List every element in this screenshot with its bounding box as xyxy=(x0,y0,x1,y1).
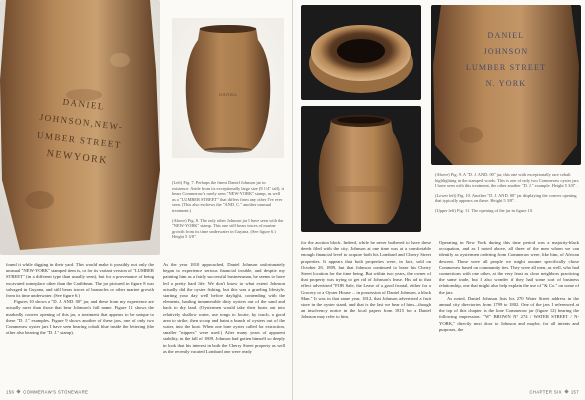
jar-photo-fig10 xyxy=(301,106,421,232)
left-page-number: 156 xyxy=(6,389,15,395)
caption-fig7 xyxy=(172,180,284,244)
stamp-line: JOHNSON,NEW- xyxy=(39,111,125,133)
caption-fig10-text: (Lower left) Fig. 10. Another "D. J. AND. 00" jar displaying the convex opening that typically appears on these. Height 5 3/8". xyxy=(435,192,577,204)
jar-stamp-fig9 xyxy=(443,28,569,92)
left-page xyxy=(0,0,292,400)
caption-fig7-text: (Left) Fig. 7. Perhaps the finest Daniel Johnson jar in existence. Aside from its exceptionally large size (8 1/4" tall), it bears Commeraw's rarely seen "NEW-YORK" stamp, as well as a "LUMBER STREET" that differs from any other I've ever seen. (This also eschews the "AND. C." another unusual treatment.) xyxy=(172,180,284,213)
left-body-col1 xyxy=(6,262,154,336)
caption-fig9-text: (Above) Fig. 9. A "D. J. AND. 00" jar, this one with exceptionally rare cobalt highlighting in the stamped words. This is one of only two Commeraw oyster jars I have seen with this treatment, the other another "D. J." example. Height 5 3/8". xyxy=(435,172,579,189)
left-footer xyxy=(6,389,88,394)
stamp-line: LUMBER STREET xyxy=(465,63,547,72)
diamond-icon xyxy=(564,390,568,394)
caption-fig11-text: (Upper left) Fig. 11. The opening of the jar in figure 10. xyxy=(435,207,534,213)
right-footer xyxy=(529,389,579,394)
right-page-number: 157 xyxy=(570,389,579,395)
paragraph: for the auction block. Indeed, while he never bothered to have these deeds filed with the city, Johnson at one time was at a comfortable enough financial level to acquire both his Lombard and Cherry Street properties. It appears that both properties were, in fact, sold on October 28, 1809, but that Johnson continued to lease his Cherry Street location for the time being. But within two years, the owner of that property was trying to get rid of Johnson's lease. His ad to that effect advertised "FOR Sale, the Lease of a good frontal, either for a Grocery or a Oyster House ... in possession of Daniel Johnson, a black Man." It was in that same year, 1812, that Johnson advertised a fruit store in the oyster stand, and that is the last we hear of him—though an insolvency notice in the local papers from 1815 for a Daniel Johnson may refer to him. xyxy=(301,240,431,320)
paragraph: found it while digging in their yard. This would make it possibly not only the unusual "NEW-YORK" stamped item is, or for its variant version of "LUMBER STREET" (in a different type than usually seen), but for a provenance of being excavated someplace other than the Caribbean. The jar pictured in figure 8 was salvaged in Guyana, and still bears traces of barnacles or other marine growth from its time underwater. (See figure 6.) xyxy=(6,262,154,299)
stamp-line: UMBER STREET xyxy=(36,129,123,151)
stamp-line: DANIEL xyxy=(62,96,106,112)
right-captions xyxy=(435,172,579,218)
right-body-col2 xyxy=(439,240,579,333)
paragraph: As the year 1810 approached, Daniel Johnson unfortunately began to experience serious financial trouble, and despite my painting him as a fairly successful businessman, he seems to have led a pretty hard life. We don't know to what extent Johnson actually did the oyster fishing, but this was a grueling lifestyle, starting your day well before daylight, contending with the elements, hauling innumerable dirty oysters out of the sand and back to dry land. (Oystermen would take their boats out into relatively shallow water, use tongs to locate, by touch, a good area to strike, then scoop and haint a bunch of oysters out of the water, into the boat. When one lone oyster called for extraction, smaller "nippers" were used.) After many years of apparent stability, in the fall of 1809, Johnson had gotten himself so deeply in look that his interest in both the Cherry Street property as well as the recently vacated Lombard one were ready xyxy=(163,262,285,354)
left-running-title: COMMERAW'S STONEWARE xyxy=(23,389,89,395)
stamp-line: NEWYORK xyxy=(46,148,109,167)
paragraph: Operating in New York during this time period was a majority-black occupation, and as I noted above, all three of the men whom we can identify as oystermen ordering from Commeraw were, like him, of African descent. Those were all people we might assume specifically chose Commeraw based on community ties. They were all men, as well, who had connections with one other, at the very least as close neighbors practicing the same trade, but I also wonder if they had some sort of business relationship, one that might also help explain the use of "& Co." on some of the jars. xyxy=(439,240,579,295)
caption-fig8-text: (Above) Fig. 8. The only other Johnson jar I have seen with the "NEW-YORK" stamp. This one still bears traces of marine growth from its time underwater in Guyana. (See figure 6.) Height 5 3/8". xyxy=(172,217,284,240)
stamp-line: JOHNSON xyxy=(483,47,529,56)
jar-photo-fig11 xyxy=(301,5,421,100)
stamp-line: N. YORK xyxy=(485,79,527,88)
paragraph: Figures 10 shows a "D. J. AND. 00" jar, and these from my experience are actually rarer than those that bear Johnson's full name. Figure 11 shows the markedly convex opening of this jar, a treatment that appears to be unique to these "D. J." examples. Figure 9 shows another of these jars, one of only two Commeraw oyster jars I have seen bearing cobalt blue inside the lettering (the other also bearing the "D. J." stamp). xyxy=(6,299,154,336)
right-running-title: CHAPTER SIX xyxy=(529,389,562,395)
left-body-col2 xyxy=(163,262,285,355)
diamond-icon xyxy=(17,390,21,394)
stamp-line: DANIEL xyxy=(487,31,525,40)
paragraph: As noted, Daniel Johnson lists his 270 Water Street address in the annual city directories from 1799 to 1802. One of the jars I referenced at the top of this chapter is the lone Commeraw jar (figure 12) bearing the following impression: "W" BROWN N° 274 / WATER STREET / N-YORK," directly next door to Johnson and maybe, for all intents and purposes, the xyxy=(439,295,579,332)
jar-stamp-large xyxy=(14,88,147,175)
jar-photo-fig7 xyxy=(172,18,284,158)
right-page xyxy=(293,0,585,400)
right-body-col1 xyxy=(301,240,431,321)
svg-text:DANIEL: DANIEL xyxy=(218,93,238,98)
